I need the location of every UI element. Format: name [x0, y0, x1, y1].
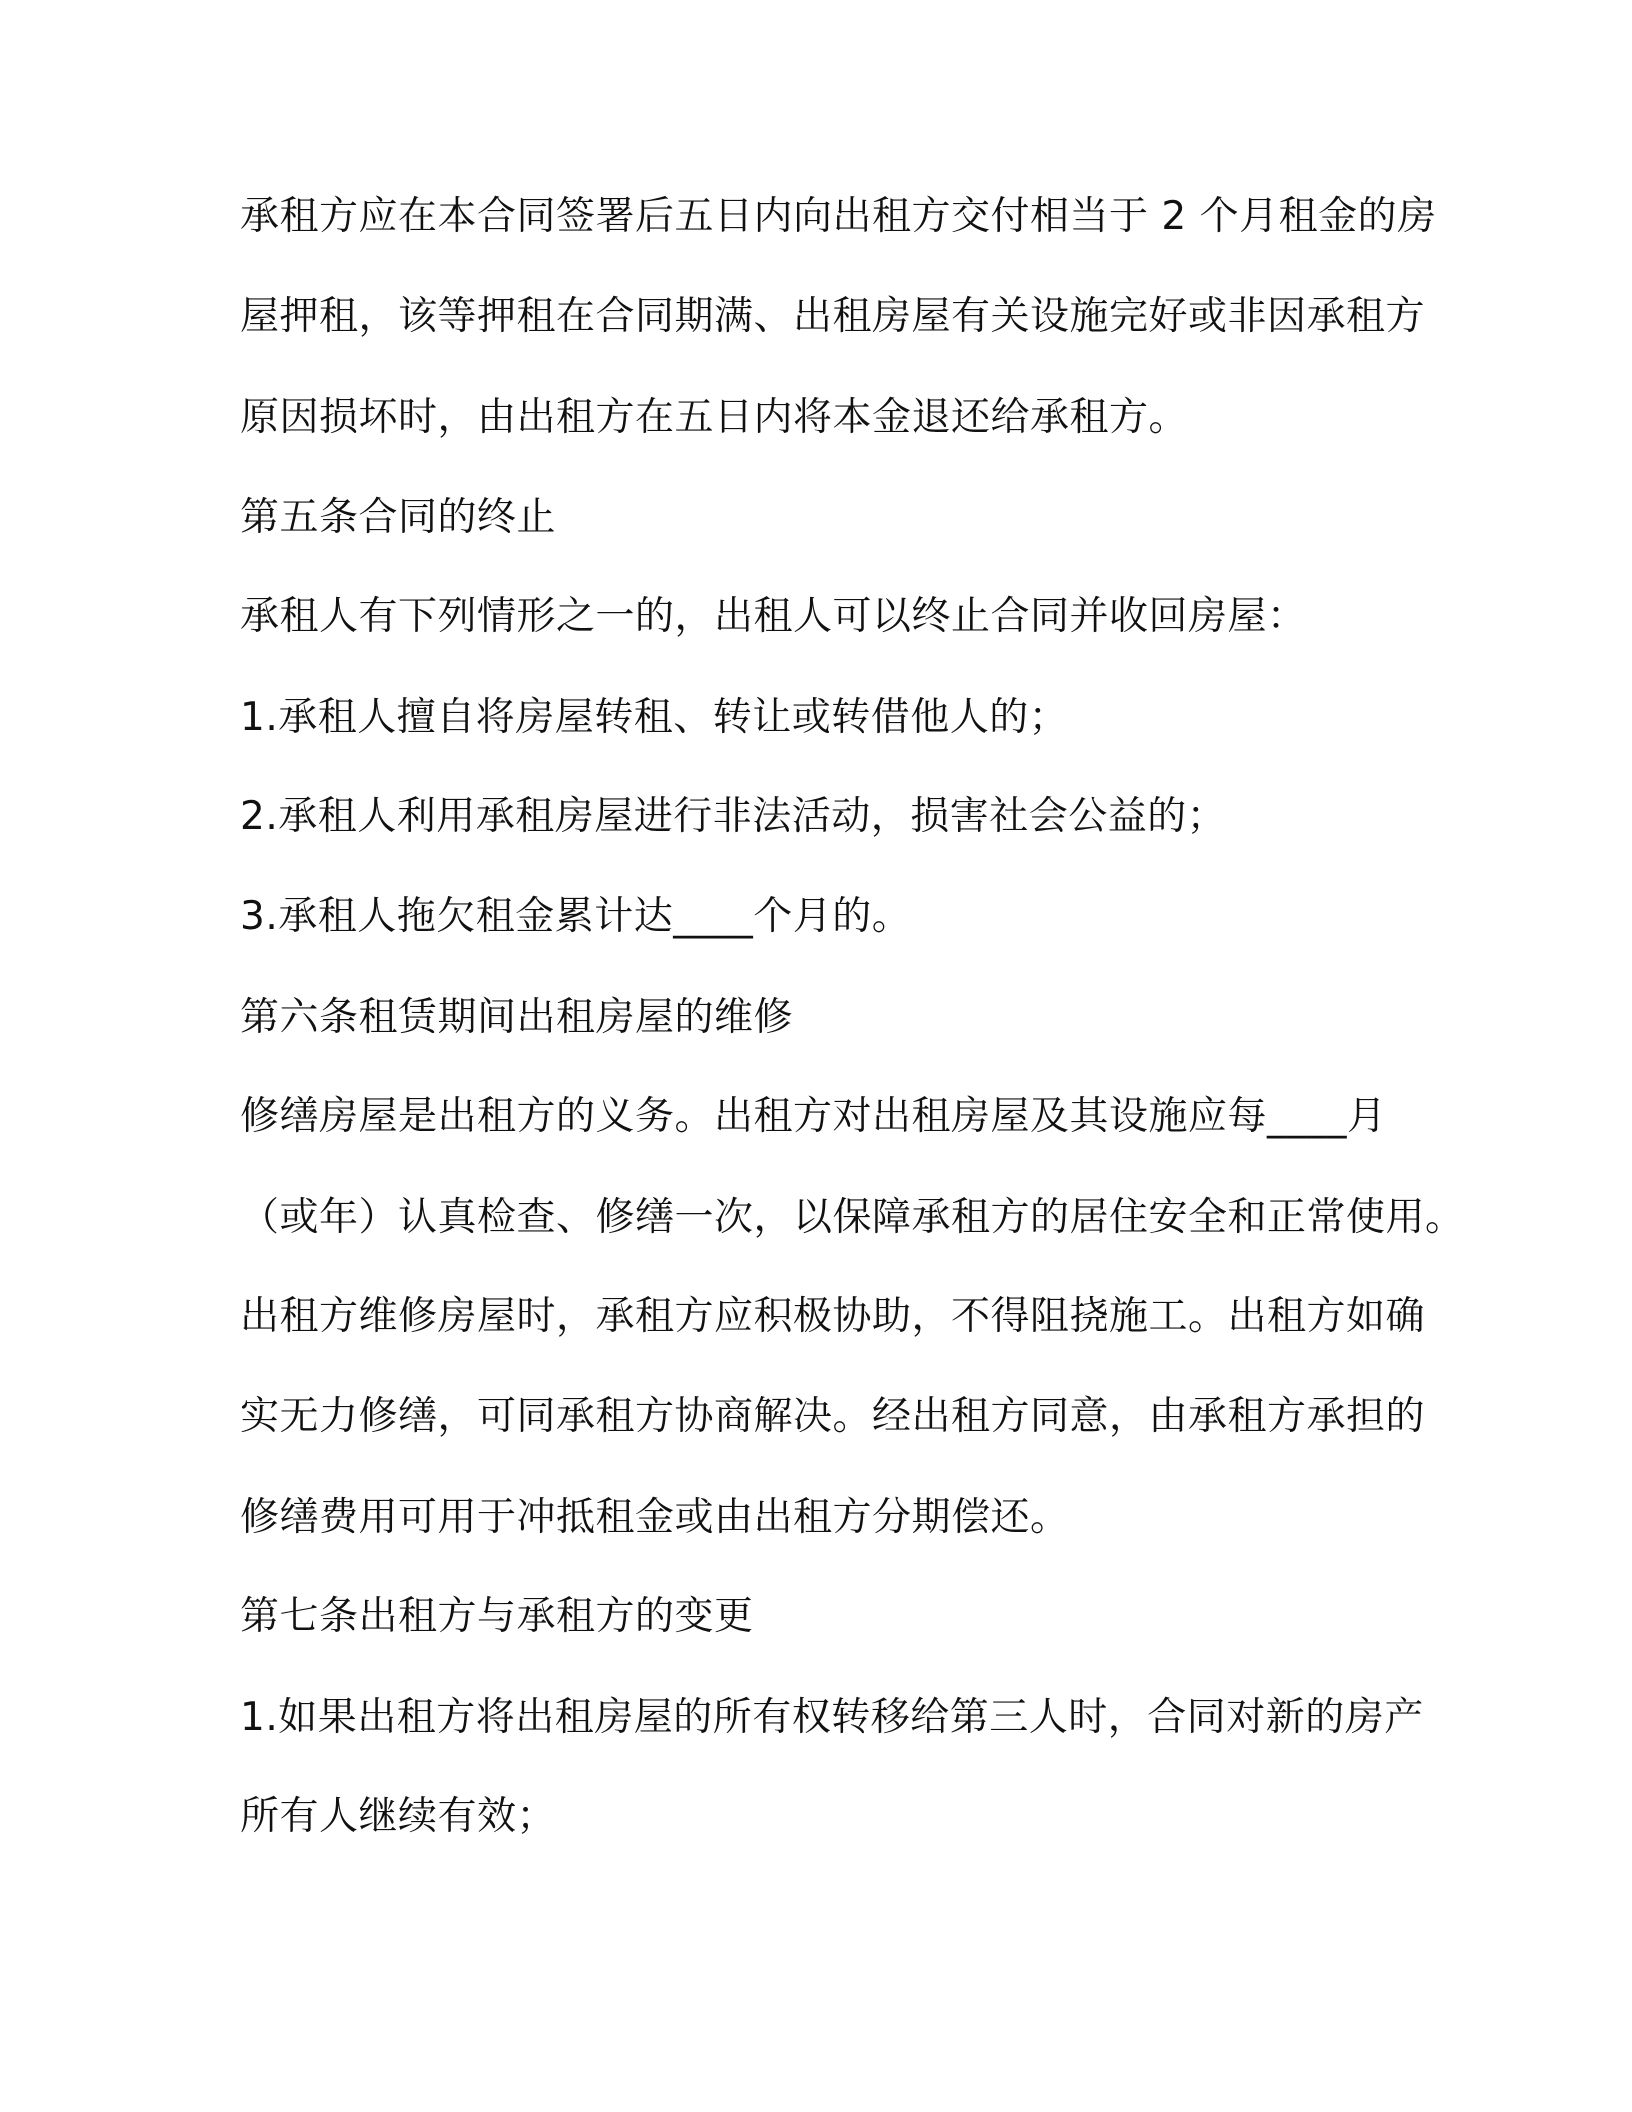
paragraph-deposit-line-1: 承租方应在本合同签署后五日内向出租方交付相当于 2 个月租金的房: [240, 194, 1437, 239]
paragraph-deposit-line-3: 原因损坏时，由出租方在五日内将本金退还给承租方。: [240, 395, 1189, 440]
paragraph-deposit-line-2: 屋押租，该等押租在合同期满、出租房屋有关设施完好或非因承租方: [240, 294, 1426, 339]
paragraph-repair-line-4: 实无力修缮，可同承租方协商解决。经出租方同意，由承租方承担的: [240, 1394, 1426, 1439]
termination-intro: 承租人有下列情形之一的，出租人可以终止合同并收回房屋：: [240, 594, 1307, 639]
termination-item-3: 3.承租人拖欠租金累计达____个月的。: [240, 894, 912, 939]
termination-item-1: 1.承租人擅自将房屋转租、转让或转借他人的；: [240, 695, 1069, 740]
change-item-1-line-1: 1.如果出租方将出租房屋的所有权转移给第三人时，合同对新的房产: [240, 1695, 1424, 1740]
section-heading-change: 第七条出租方与承租方的变更: [240, 1594, 754, 1639]
section-heading-termination: 第五条合同的终止: [240, 495, 557, 540]
paragraph-repair-line-3: 出租方维修房屋时，承租方应积极协助，不得阻挠施工。出租方如确: [240, 1294, 1426, 1339]
section-heading-repair: 第六条租赁期间出租房屋的维修: [240, 995, 794, 1040]
paragraph-repair-line-5: 修缮费用可用于冲抵租金或由出租方分期偿还。: [240, 1495, 1070, 1540]
termination-item-2: 2.承租人利用承租房屋进行非法活动，损害社会公益的；: [240, 794, 1227, 839]
change-item-1-line-2: 所有人继续有效；: [240, 1794, 557, 1839]
paragraph-repair-line-2: （或年）认真检查、修缮一次，以保障承租方的居住安全和正常使用。: [240, 1195, 1465, 1240]
paragraph-repair-line-1: 修缮房屋是出租方的义务。出租方对出租房屋及其设施应每____月: [240, 1094, 1387, 1139]
